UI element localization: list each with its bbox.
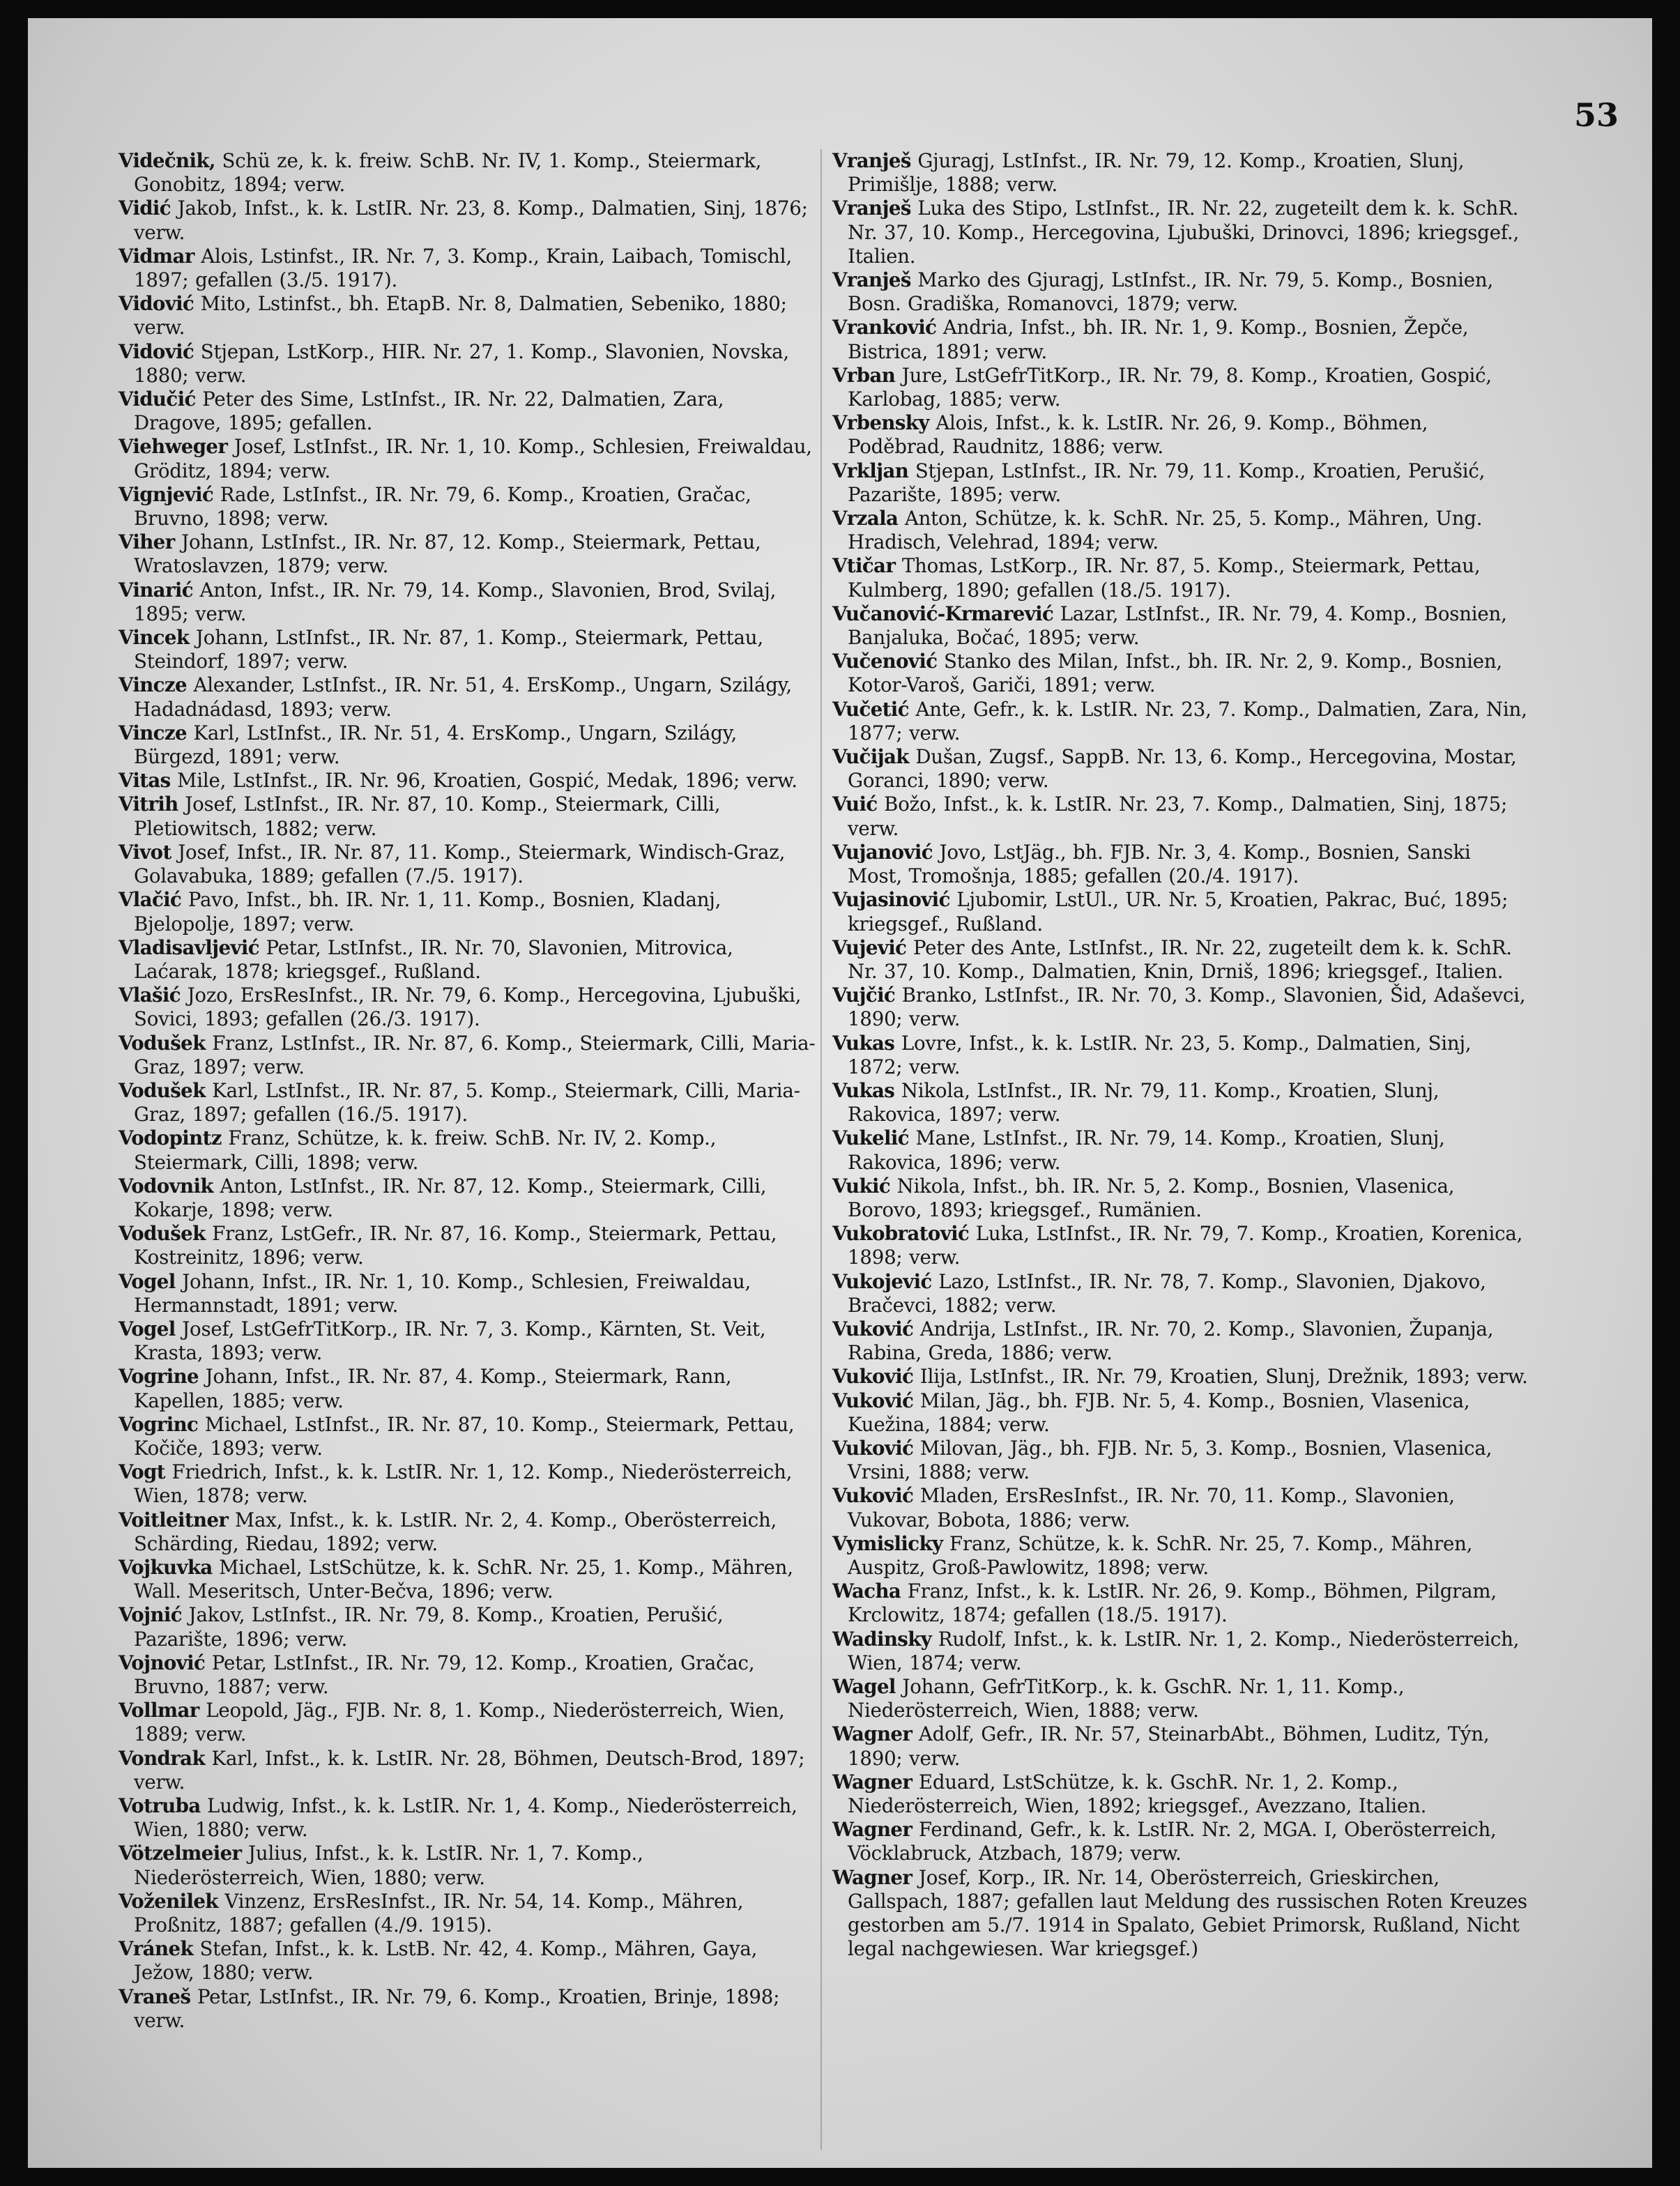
register-entry <box>119 1747 816 1794</box>
entry-details: Stanko des Milan, Infst., bh. IR. Nr. 2, 9. Komp., Bosnien, Kotor-Varoš, Gariči, 1891; verw. <box>848 650 1502 697</box>
register-entry <box>119 1508 816 1556</box>
register-entry <box>832 745 1529 793</box>
entry-details: Josef, LstInfst., IR. Nr. 1, 10. Komp., Schlesien, Freiwaldau, Gröditz, 1894; verw. <box>134 435 812 482</box>
entry-details: Michael, LstInfst., IR. Nr. 87, 10. Komp., Steiermark, Pettau, Kočiče, 1893; verw. <box>134 1412 795 1460</box>
entry-details: Jure, LstGefrTitKorp., IR. Nr. 79, 8. Komp., Kroatien, Gospić, Karlobag, 1885; verw. <box>848 363 1492 411</box>
entry-details: Karl, LstInfst., IR. Nr. 87, 5. Komp., Steiermark, Cilli, Maria-Graz, 1897; gefallen (16./5. 1917). <box>134 1078 800 1126</box>
register-entry <box>119 1460 816 1508</box>
register-entry <box>119 1937 816 1985</box>
register-entry <box>832 149 1529 197</box>
register-entry <box>119 984 816 1031</box>
entry-details: Johann, Infst., IR. Nr. 1, 10. Komp., Schlesien, Freiwaldau, Hermannstadt, 1891; verw. <box>134 1269 751 1317</box>
entry-details: Thomas, LstKorp., IR. Nr. 87, 5. Komp., Steiermark, Pettau, Kulmberg, 1890; gefallen (18./5. 1917). <box>848 554 1481 602</box>
column-divider <box>820 149 822 2150</box>
register-entry <box>832 554 1529 602</box>
entry-surname: Vollmar <box>119 1699 199 1722</box>
register-entry <box>832 1032 1529 1079</box>
entry-details: Leopold, Jäg., FJB. Nr. 8, 1. Komp., Niederösterreich, Wien, 1889; verw. <box>134 1699 785 1746</box>
entry-surname: Vujčić <box>832 984 896 1007</box>
entry-surname: Wagner <box>832 1865 912 1889</box>
entry-details: Petar, LstInfst., IR. Nr. 70, Slavonien, Mitrovica, Laćarak, 1878; kriegsgef., Rußland. <box>134 935 733 983</box>
entry-details: Josef, Infst., IR. Nr. 87, 11. Komp., Steiermark, Windisch-Graz, Golavabuka, 1889; gefallen (7./5. 1917). <box>134 840 786 888</box>
register-entry <box>832 411 1529 459</box>
register-entry <box>119 1079 816 1126</box>
right-column <box>832 149 1529 1961</box>
register-entry <box>832 1317 1529 1365</box>
entry-details: Mladen, ErsResInfst., IR. Nr. 70, 11. Komp., Slavonien, Vukovar, Bobota, 1886; verw. <box>848 1484 1455 1531</box>
register-entry <box>119 579 816 626</box>
register-entry <box>119 1603 816 1651</box>
entry-surname: Vincze <box>119 673 187 697</box>
entry-details: Ferdinand, Gefr., k. k. LstIR. Nr. 2, MGA. I, Oberösterreich, Vöcklabruck, Atzbach, 1879; verw. <box>848 1818 1497 1865</box>
entry-surname: Vondrak <box>119 1746 205 1770</box>
entry-details: Gjuragj, LstInfst., IR. Nr. 79, 12. Komp., Kroatien, Slunj, Primišlje, 1888; verw. <box>848 149 1465 197</box>
entry-surname: Voitleitner <box>119 1508 229 1531</box>
entry-details: Milan, Jäg., bh. FJB. Nr. 5, 4. Komp., Bosnien, Vlasenica, Kuežina, 1884; verw. <box>848 1389 1470 1436</box>
entry-details: Branko, LstInfst., IR. Nr. 70, 3. Komp., Slavonien, Šid, Adaševci, 1890; verw. <box>848 984 1526 1031</box>
entry-details: Vinzenz, ErsResInfst., IR. Nr. 54, 14. Komp., Mähren, Proßnitz, 1887; gefallen (4./9. 1915). <box>134 1889 744 1937</box>
entry-details: Milovan, Jäg., bh. FJB. Nr. 5, 3. Komp., Bosnien, Vlasenica, Vrsini, 1888; verw. <box>848 1436 1492 1484</box>
register-entry <box>119 1222 816 1269</box>
entry-surname: Vitrih <box>119 793 178 816</box>
register-entry <box>832 364 1529 411</box>
entry-surname: Vuković <box>832 1365 914 1389</box>
entry-surname: Vincek <box>119 626 190 650</box>
entry-surname: Vučijak <box>832 745 909 769</box>
register-entry <box>119 673 816 721</box>
entry-surname: Vukelić <box>832 1126 909 1150</box>
register-entry <box>119 888 816 935</box>
entry-surname: Vukojević <box>832 1269 932 1293</box>
entry-surname: Vtičar <box>832 554 896 578</box>
entry-details: Stefan, Infst., k. k. LstB. Nr. 42, 4. Komp., Mähren, Gaya, Ježow, 1880; verw. <box>134 1937 758 1985</box>
register-entry <box>832 316 1529 363</box>
entry-surname: Vinarić <box>119 578 193 602</box>
entry-surname: Viher <box>119 530 175 554</box>
entry-surname: Voženilek <box>119 1889 218 1913</box>
entry-surname: Vranješ <box>832 149 911 172</box>
register-entry <box>832 197 1529 268</box>
entry-surname: Vukas <box>832 1078 895 1102</box>
entry-surname: Vujević <box>832 935 907 959</box>
entry-surname: Viehweger <box>119 435 228 459</box>
register-entry <box>119 245 816 292</box>
entry-details: Anton, Infst., IR. Nr. 79, 14. Komp., Slavonien, Brod, Svilaj, 1895; verw. <box>134 578 777 625</box>
entry-surname: Vrban <box>832 363 896 387</box>
entry-details: Lazo, LstInfst., IR. Nr. 78, 7. Komp., Slavonien, Djakovo, Bračevci, 1882; verw. <box>848 1269 1486 1317</box>
register-entry <box>119 1175 816 1222</box>
entry-details: Ludwig, Infst., k. k. LstIR. Nr. 1, 4. Komp., Niederösterreich, Wien, 1880; verw. <box>134 1794 797 1842</box>
register-entry <box>119 1365 816 1412</box>
register-entry <box>119 388 816 435</box>
entry-details: Josef, LstGefrTitKorp., IR. Nr. 7, 3. Komp., Kärnten, St. Veit, Krasta, 1893; verw. <box>134 1317 766 1365</box>
entry-surname: Wadinsky <box>832 1627 932 1651</box>
entry-surname: Vukas <box>832 1031 895 1055</box>
entry-surname: Vučetić <box>832 697 909 721</box>
entry-surname: Vukić <box>832 1174 891 1198</box>
entry-surname: Vogrinc <box>119 1412 199 1436</box>
document-page <box>28 18 1652 2168</box>
entry-surname: Vuković <box>832 1436 914 1460</box>
entry-surname: Vogel <box>119 1269 176 1293</box>
entry-details: Jovo, LstJäg., bh. FJB. Nr. 3, 4. Komp., Bosnien, Sanski Most, Tromošnja, 1885; gefallen (20./4. 1917). <box>848 840 1471 888</box>
register-entry <box>832 1079 1529 1126</box>
entry-surname: Wagel <box>832 1675 896 1698</box>
entry-surname: Wagner <box>832 1818 912 1842</box>
entry-details: Johann, GefrTitKorp., k. k. GschR. Nr. 1, 11. Komp., Niederösterreich, Wien, 1888; verw. <box>848 1675 1405 1722</box>
entry-surname: Vukobratović <box>832 1222 970 1246</box>
register-entry <box>119 1985 816 2033</box>
entry-surname: Vidić <box>119 197 171 220</box>
entry-details: Stjepan, LstInfst., IR. Nr. 79, 11. Komp., Kroatien, Perušić, Pazarište, 1895; verw. <box>848 459 1486 506</box>
register-entry <box>119 841 816 888</box>
register-entry <box>832 1771 1529 1818</box>
register-entry <box>119 936 816 984</box>
left-column <box>119 149 816 2033</box>
entry-surname: Vranješ <box>832 268 911 292</box>
register-entry <box>119 1699 816 1746</box>
register-entry <box>832 1437 1529 1484</box>
entry-surname: Vodušek <box>119 1031 206 1055</box>
entry-surname: Vladisavljević <box>119 935 259 959</box>
entry-surname: Vránek <box>119 1937 193 1961</box>
entry-surname: Vidučić <box>119 388 196 411</box>
entry-details: Jakob, Infst., k. k. LstIR. Nr. 23, 8. Komp., Dalmatien, Sinj, 1876; verw. <box>134 197 808 244</box>
register-entry <box>119 1794 816 1842</box>
register-entry <box>119 1651 816 1699</box>
entry-surname: Wacha <box>832 1580 901 1603</box>
entry-surname: Vogrine <box>119 1365 199 1389</box>
entry-details: Nikola, LstInfst., IR. Nr. 79, 11. Komp., Kroatien, Slunj, Rakovica, 1897; verw. <box>848 1078 1440 1126</box>
entry-details: Božo, Infst., k. k. LstIR. Nr. 23, 7. Komp., Dalmatien, Sinj, 1875; verw. <box>848 793 1508 840</box>
entry-details: Johann, LstInfst., IR. Nr. 87, 1. Komp., Steiermark, Pettau, Steindorf, 1897; verw. <box>134 626 763 673</box>
entry-surname: Vrkljan <box>832 459 909 482</box>
register-entry <box>119 769 816 793</box>
register-entry <box>832 698 1529 745</box>
entry-surname: Vymislicky <box>832 1531 943 1555</box>
entry-details: Lovre, Infst., k. k. LstIR. Nr. 23, 5. Komp., Dalmatien, Sinj, 1872; verw. <box>848 1031 1472 1078</box>
register-entry <box>119 435 816 482</box>
entry-details: Dušan, Zugsf., SappB. Nr. 13, 6. Komp., Hercegovina, Mostar, Goranci, 1890; verw. <box>848 745 1517 793</box>
entry-details: Max, Infst., k. k. LstIR. Nr. 2, 4. Komp., Oberösterreich, Schärding, Riedau, 1892; verw. <box>134 1508 777 1555</box>
entry-surname: Vodušek <box>119 1222 206 1246</box>
register-entry <box>832 507 1529 554</box>
entry-surname: Vivot <box>119 840 171 864</box>
register-entry <box>832 1818 1529 1865</box>
entry-surname: Vlačić <box>119 888 182 912</box>
register-entry <box>832 841 1529 888</box>
entry-surname: Votruba <box>119 1794 201 1818</box>
entry-details: Andria, Infst., bh. IR. Nr. 1, 9. Komp., Bosnien, Žepče, Bistrica, 1891; verw. <box>848 316 1469 363</box>
entry-details: Rudolf, Infst., k. k. LstIR. Nr. 1, 2. Komp., Niederösterreich, Wien, 1874; verw. <box>848 1627 1520 1674</box>
entry-surname: Vodovnik <box>119 1174 213 1198</box>
entry-details: Michael, LstSchütze, k. k. SchR. Nr. 25, 1. Komp., Mähren, Wall. Meseritsch, Unter-Bečva, 1896; verw. <box>134 1555 793 1603</box>
entry-details: Alois, Infst., k. k. LstIR. Nr. 26, 9. Komp., Böhmen, Poděbrad, Raudnitz, 1886; verw. <box>848 411 1428 459</box>
entry-surname: Vraneš <box>119 1985 191 2008</box>
entry-surname: Wagner <box>832 1770 912 1794</box>
entry-surname: Vidović <box>119 292 194 316</box>
entry-details: Ilija, LstInfst., IR. Nr. 79, Kroatien, Slunj, Drežnik, 1893; verw. <box>913 1365 1528 1389</box>
register-entry <box>119 149 816 197</box>
register-entry <box>832 793 1529 840</box>
register-entry <box>832 1389 1529 1437</box>
register-entry <box>119 1126 816 1174</box>
entry-surname: Vogel <box>119 1317 176 1340</box>
register-entry <box>832 888 1529 935</box>
register-entry <box>832 1365 1529 1389</box>
entry-details: Adolf, Gefr., IR. Nr. 57, SteinarbAbt., Böhmen, Luditz, Týn, 1890; verw. <box>848 1722 1490 1770</box>
entry-details: Petar, LstInfst., IR. Nr. 79, 6. Komp., Kroatien, Brinje, 1898; verw. <box>134 1985 780 2032</box>
register-entry <box>832 1580 1529 1627</box>
entry-details: Peter des Ante, LstInfst., IR. Nr. 22, zugeteilt dem k. k. SchR. Nr. 37, 10. Komp., Dalmatien, Knin, Drniš, 1896; kriegsgef., Italien. <box>848 935 1512 983</box>
entry-details: Luka des Stipo, LstInfst., IR. Nr. 22, zugeteilt dem k. k. SchR. Nr. 37, 10. Komp., Hercegovina, Ljubuški, Drinovci, 1896; kriegsgef., Italien. <box>848 197 1520 268</box>
entry-surname: Vrbensky <box>832 411 929 435</box>
entry-details: Franz, LstGefr., IR. Nr. 87, 16. Komp., Steiermark, Pettau, Kostreinitz, 1896; verw. <box>134 1222 777 1269</box>
register-entry <box>119 1032 816 1079</box>
entry-surname: Vranković <box>832 316 937 339</box>
register-entry <box>832 1532 1529 1580</box>
entry-surname: Vujasinović <box>832 888 950 912</box>
entry-details: Johann, Infst., IR. Nr. 87, 4. Komp., Steiermark, Rann, Kapellen, 1885; verw. <box>134 1365 732 1412</box>
entry-surname: Vučanović-Krmarević <box>832 602 1054 625</box>
entry-details: Andrija, LstInfst., IR. Nr. 70, 2. Komp., Slavonien, Županja, Rabina, Greda, 1886; verw. <box>848 1317 1494 1365</box>
entry-details: Peter des Sime, LstInfst., IR. Nr. 22, Dalmatien, Zara, Dragove, 1895; gefallen. <box>134 388 724 435</box>
entry-details: Lazar, LstInfst., IR. Nr. 79, 4. Komp., Bosnien, Banjaluka, Bočać, 1895; verw. <box>848 602 1507 650</box>
entry-details: Mito, Lstinfst., bh. EtapB. Nr. 8, Dalmatien, Sebeniko, 1880; verw. <box>134 292 787 339</box>
register-entry <box>832 1866 1529 1962</box>
entry-surname: Videčnik, <box>119 149 215 172</box>
register-entry <box>832 268 1529 316</box>
entry-details: Alois, Lstinfst., IR. Nr. 7, 3. Komp., Krain, Laibach, Tomischl, 1897; gefallen (3./5. 1917). <box>134 244 792 292</box>
entry-details: Jozo, ErsResInfst., IR. Nr. 79, 6. Komp., Hercegovina, Ljubuški, Sovici, 1893; gefallen (26./3. 1917). <box>134 984 802 1031</box>
register-entry <box>832 1175 1529 1222</box>
register-entry <box>119 483 816 530</box>
page-number: 53 <box>1573 96 1619 134</box>
entry-details: Pavo, Infst., bh. IR. Nr. 1, 11. Komp., Bosnien, Kladanj, Bjelopolje, 1897; verw. <box>134 888 721 935</box>
entry-surname: Vujanović <box>832 840 933 864</box>
entry-details: Eduard, LstSchütze, k. k. GschR. Nr. 1, 2. Komp., Niederösterreich, Wien, 1892; kriegsgef., Avezzano, Italien. <box>848 1770 1427 1818</box>
register-entry <box>832 602 1529 650</box>
entry-surname: Vuković <box>832 1317 914 1340</box>
entry-details: Mane, LstInfst., IR. Nr. 79, 14. Komp., Kroatien, Slunj, Rakovica, 1896; verw. <box>848 1126 1445 1174</box>
entry-surname: Vojkuvka <box>119 1555 213 1579</box>
entry-surname: Vuić <box>832 793 878 816</box>
entry-details: Franz, Schütze, k. k. freiw. SchB. Nr. IV, 2. Komp., Steiermark, Cilli, 1898; verw. <box>134 1126 717 1174</box>
register-entry <box>832 1222 1529 1269</box>
entry-details: Petar, LstInfst., IR. Nr. 79, 12. Komp., Kroatien, Gračac, Bruvno, 1887; verw. <box>134 1651 755 1698</box>
register-entry <box>832 1126 1529 1174</box>
entry-details: Stjepan, LstKorp., HIR. Nr. 27, 1. Komp., Slavonien, Novska, 1880; verw. <box>134 339 789 387</box>
register-entry <box>119 292 816 339</box>
register-entry <box>119 1317 816 1365</box>
entry-surname: Vuković <box>832 1389 914 1412</box>
entry-details: Friedrich, Infst., k. k. LstIR. Nr. 1, 12. Komp., Niederösterreich, Wien, 1878; verw. <box>134 1460 793 1508</box>
entry-details: Anton, Schütze, k. k. SchR. Nr. 25, 5. Komp., Mähren, Ung. Hradisch, Velehrad, 1894; verw. <box>848 507 1483 554</box>
register-entry <box>832 650 1529 697</box>
register-entry <box>832 1270 1529 1317</box>
register-entry <box>119 1842 816 1889</box>
entry-details: Josef, LstInfst., IR. Nr. 87, 10. Komp., Steiermark, Cilli, Pletiowitsch, 1882; verw. <box>134 793 721 840</box>
entry-details: Nikola, Infst., bh. IR. Nr. 5, 2. Komp., Bosnien, Vlasenica, Borovo, 1893; kriegsgef., Rumänien. <box>848 1174 1455 1221</box>
entry-details: Jakov, LstInfst., IR. Nr. 79, 8. Komp., Kroatien, Perušić, Pazarište, 1896; verw. <box>134 1603 724 1651</box>
register-entry <box>119 1270 816 1317</box>
register-entry <box>119 197 816 244</box>
register-entry <box>832 1722 1529 1770</box>
entry-surname: Vojnović <box>119 1651 206 1674</box>
entry-details: Ljubomir, LstUl., UR. Nr. 5, Kroatien, Pakrac, Buć, 1895; kriegsgef., Rußland. <box>848 888 1509 935</box>
entry-details: Julius, Infst., k. k. LstIR. Nr. 1, 7. Komp., Niederösterreich, Wien, 1880; verw. <box>134 1842 643 1889</box>
entry-surname: Vučenović <box>832 650 938 673</box>
entry-surname: Vogt <box>119 1460 165 1484</box>
entry-details: Marko des Gjuragj, LstInfst., IR. Nr. 79, 5. Komp., Bosnien, Bosn. Gradiška, Romanovci, 1879; verw. <box>848 268 1494 316</box>
entry-details: Alexander, LstInfst., IR. Nr. 51, 4. ErsKomp., Ungarn, Szilágy, Hadadnádasd, 1893; verw. <box>134 673 792 721</box>
entry-details: Johann, LstInfst., IR. Nr. 87, 12. Komp., Steiermark, Pettau, Wratoslavzen, 1879; verw. <box>134 530 761 578</box>
entry-surname: Vuković <box>832 1484 914 1508</box>
entry-details: Franz, Schütze, k. k. SchR. Nr. 25, 7. Komp., Mähren, Auspitz, Groß-Pawlowitz, 1898; verw. <box>848 1531 1473 1579</box>
entry-details: Mile, LstInfst., IR. Nr. 96, Kroatien, Gospić, Medak, 1896; verw. <box>170 769 797 793</box>
entry-surname: Vötzelmeier <box>119 1842 242 1865</box>
entry-surname: Vodušek <box>119 1078 206 1102</box>
register-entry <box>832 936 1529 984</box>
register-entry <box>832 984 1529 1031</box>
entry-surname: Vidmar <box>119 244 194 268</box>
entry-surname: Vincze <box>119 721 187 744</box>
register-entry <box>832 1628 1529 1675</box>
entry-details: Ante, Gefr., k. k. LstIR. Nr. 23, 7. Komp., Dalmatien, Zara, Nin, 1877; verw. <box>848 697 1527 744</box>
entry-details: Karl, Infst., k. k. LstIR. Nr. 28, Böhmen, Deutsch-Brod, 1897; verw. <box>134 1746 805 1794</box>
register-entry <box>119 793 816 840</box>
entry-surname: Vitas <box>119 769 171 793</box>
register-entry <box>119 530 816 578</box>
register-entry <box>119 340 816 388</box>
register-entry <box>832 1675 1529 1722</box>
register-entry <box>119 626 816 673</box>
entry-details: Josef, Korp., IR. Nr. 14, Oberösterreich, Grieskirchen, Gallspach, 1887; gefallen laut Meldung des russischen Roten Kreuzes gestorben am 5./7. 1914 in Spalato, Gebiet Primorsk, Rußland, Nicht legal nachgewiesen. War kriegsgef.) <box>848 1865 1527 1961</box>
entry-details: Franz, LstInfst., IR. Nr. 87, 6. Komp., Steiermark, Cilli, Maria-Graz, 1897; verw. <box>134 1031 816 1078</box>
entry-surname: Vodopintz <box>119 1126 222 1150</box>
register-entry <box>119 1890 816 1937</box>
register-entry <box>832 1484 1529 1531</box>
entry-details: Rade, LstInfst., IR. Nr. 79, 6. Komp., Kroatien, Gračac, Bruvno, 1898; verw. <box>134 482 751 530</box>
entry-surname: Vranješ <box>832 197 911 220</box>
entry-details: Karl, LstInfst., IR. Nr. 51, 4. ErsKomp., Ungarn, Szilágy, Bürgezd, 1891; verw. <box>134 721 738 769</box>
entry-surname: Vignjević <box>119 482 214 506</box>
entry-surname: Vojnić <box>119 1603 183 1627</box>
register-entry <box>119 1413 816 1460</box>
entry-details: Anton, LstInfst., IR. Nr. 87, 12. Komp., Steiermark, Cilli, Kokarje, 1898; verw. <box>134 1174 767 1221</box>
register-entry <box>119 1556 816 1603</box>
entry-surname: Wagner <box>832 1722 912 1746</box>
entry-surname: Vrzala <box>832 507 899 530</box>
entry-details: Schü ze, k. k. freiw. SchB. Nr. IV, 1. Komp., Steiermark, Gonobitz, 1894; verw. <box>134 149 762 197</box>
entry-details: Franz, Infst., k. k. LstIR. Nr. 26, 9. Komp., Böhmen, Pilgram, Krclowitz, 1874; gefallen (18./5. 1917). <box>848 1580 1497 1627</box>
register-entry <box>832 459 1529 507</box>
entry-details: Luka, LstInfst., IR. Nr. 79, 7. Komp., Kroatien, Korenica, 1898; verw. <box>848 1222 1523 1269</box>
entry-surname: Vidović <box>119 339 194 363</box>
register-entry <box>119 721 816 769</box>
entry-surname: Vlašić <box>119 984 181 1007</box>
